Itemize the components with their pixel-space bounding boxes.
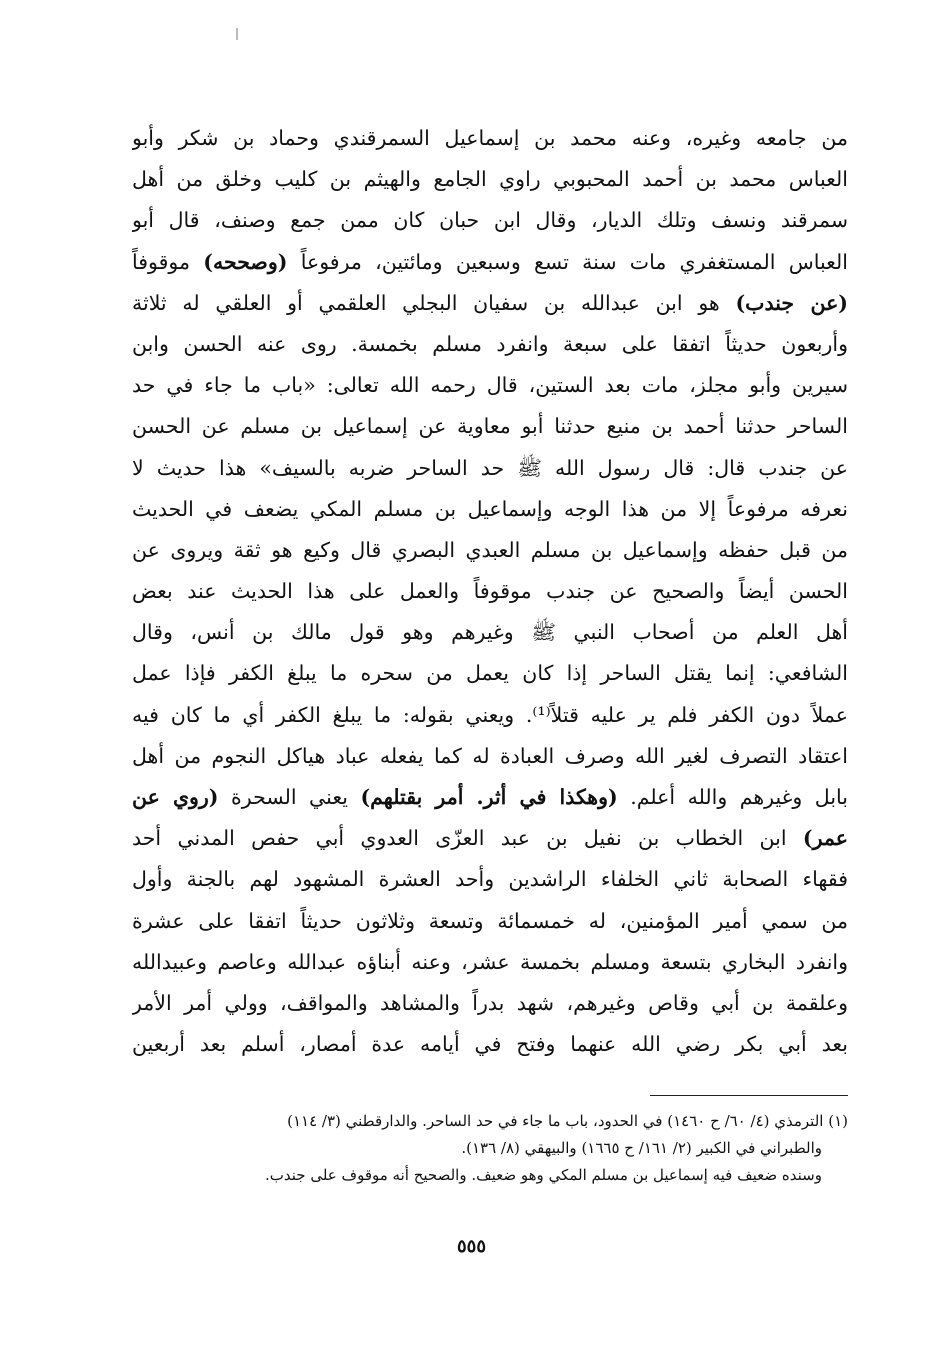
body-line: [132, 818, 848, 859]
text-segment: من جامعه وغيره، وعنه محمد بن إسماعيل السمرقندي وحماد بن شكر وأبو: [132, 126, 848, 150]
text-segment: عملاً دون الكفر فلم ير عليه قتلاً⁽¹⁾. ويعني بقوله: ما يبلغ الكفر أي ما كان فيه: [132, 702, 848, 727]
footnotes: [140, 1108, 848, 1189]
footnote-line: (١) الترمذي (٤/ ٦٠/ ح ١٤٦٠) في الحدود، باب ما جاء في حد الساحر. والدارقطني (٣/ ١١٤): [287, 1112, 848, 1130]
text-segment: وأربعون حديثاً اتفقا على سبعة وانفرد مسلم بخمسة. روى عنه الحسن وابن: [132, 331, 848, 356]
text-segment: العباس المستغفري مات سنة تسع وسبعين ومائتين، مرفوعاً: [300, 249, 848, 274]
body-line: [132, 283, 848, 324]
body-line: [132, 777, 848, 818]
bold-segment: عمر): [802, 826, 848, 851]
body-line: [132, 736, 848, 777]
body-line: [132, 983, 848, 1024]
body-line: [132, 612, 848, 653]
text-segment: يعني السحرة: [231, 785, 348, 809]
body-line: [132, 1024, 848, 1065]
footnote-separator: [650, 1095, 848, 1096]
body-line: [132, 859, 848, 900]
bold-segment: (روي عن: [132, 785, 219, 809]
body-line: [132, 242, 848, 283]
bold-segment: (عن جندب): [735, 290, 848, 315]
text-segment: الحسن أيضاً والصحيح عن جندب موقوفاً والعمل على هذا الحديث عند بعض: [132, 579, 848, 604]
body-line: [132, 942, 848, 983]
body-line: [132, 406, 848, 447]
text-segment: من سمي أمير المؤمنين، له خمسمائة وتسعة وثلاثون حديثاً اتفقا على عشرة: [132, 908, 848, 933]
body-line: [132, 653, 848, 694]
page-number: ٥٥٥: [456, 1236, 486, 1257]
body-line: [132, 489, 848, 530]
body-line: [132, 200, 848, 241]
text-segment: الشافعي: إنما يقتل الساحر إذا كان يعمل من سحره ما يبلغ الكفر فإذا عمل: [132, 661, 848, 686]
text-segment: اعتقاد التصرف لغير الله وصرف العبادة له كما يفعله عباد هياكل النجوم من أهل: [132, 743, 848, 768]
bold-segment: (وصححه): [203, 249, 288, 274]
footnote-line: وسنده ضعيف فيه إسماعيل بن مسلم المكي وهو ضعيف. والصحيح أنه موقوف على جندب.: [265, 1166, 822, 1184]
text-segment: فقهاء الصحابة ثاني الخلفاء الراشدين وأحد العشرة المشهود لهم بالجنة وأول: [132, 867, 848, 892]
text-segment: ابن الخطاب بن نفيل بن عبد العزّى العدوي أبي حفص المدني أحد: [132, 826, 787, 851]
text-segment: عن جندب قال: قال رسول الله ﷺ حد الساحر ضربه بالسيف» هذا حديث لا: [132, 455, 848, 480]
body-line: [132, 159, 848, 200]
text-segment: نعرفه مرفوعاً إلا من هذا الوجه وإسماعيل بن مسلم المكي يضعف في الحديث: [132, 496, 848, 521]
text-segment: موقوفاً: [132, 249, 191, 274]
body-line: [132, 530, 848, 571]
text-segment: من قبل حفظه وإسماعيل بن مسلم العبدي البصري قال وكيع هو ثقة ويروى عن: [132, 537, 848, 562]
text-segment: سمرقند ونسف وتلك الديار، وقال ابن حبان كان ممن جمع وصنف، قال أبو: [132, 208, 848, 233]
text-segment: وعلقمة بن أبي وقاص وغيرهم، شهد بدراً والمشاهد والمواقف، وولي أمر الأمر: [132, 990, 848, 1015]
text-segment: سيرين وأبو مجلز، مات بعد الستين، قال رحمه الله تعالى: «باب ما جاء في حد: [132, 373, 848, 398]
text-segment: أهل العلم من أصحاب النبي ﷺ وغيرهم وهو قول مالك بن أنس، وقال: [132, 620, 848, 645]
scan-mark: [236, 28, 238, 40]
footnote-line: والطبراني في الكبير (٢/ ١٦١/ ح ١٦٦٥) والبيهقي (٨/ ١٣٦).: [461, 1139, 822, 1157]
body-line: [132, 695, 848, 736]
text-segment: وانفرد البخاري بتسعة ومسلم بخمسة عشر، وعنه أبناؤه عبدالله وعاصم وعبيدالله: [132, 949, 848, 974]
bold-segment: (وهكذا في أثر. أمر بقتلهم): [360, 785, 618, 809]
body-line: [132, 365, 848, 406]
body-line: [132, 571, 848, 612]
body-text: [132, 118, 848, 1065]
text-segment: بابل وغيرهم والله أعلم.: [630, 785, 848, 809]
body-line: [132, 118, 848, 159]
text-segment: العباس محمد بن أحمد المحبوبي راوي الجامع والهيثم بن كليب وخلق من أهل: [132, 167, 848, 192]
text-segment: الساحر حدثنا أحمد بن منيع حدثنا أبو معاوية عن إسماعيل بن مسلم عن الحسن: [132, 414, 848, 439]
text-segment: بعد أبي بكر رضي الله عنهما وفتح في أيامه عدة أمصار، أسلم بعد أربعين: [132, 1032, 848, 1057]
body-line: [132, 448, 848, 489]
text-segment: هو ابن عبدالله بن سفيان البجلي العلقمي أو العلقي له ثلاثة: [132, 290, 720, 315]
body-line: [132, 901, 848, 942]
body-line: [132, 324, 848, 365]
